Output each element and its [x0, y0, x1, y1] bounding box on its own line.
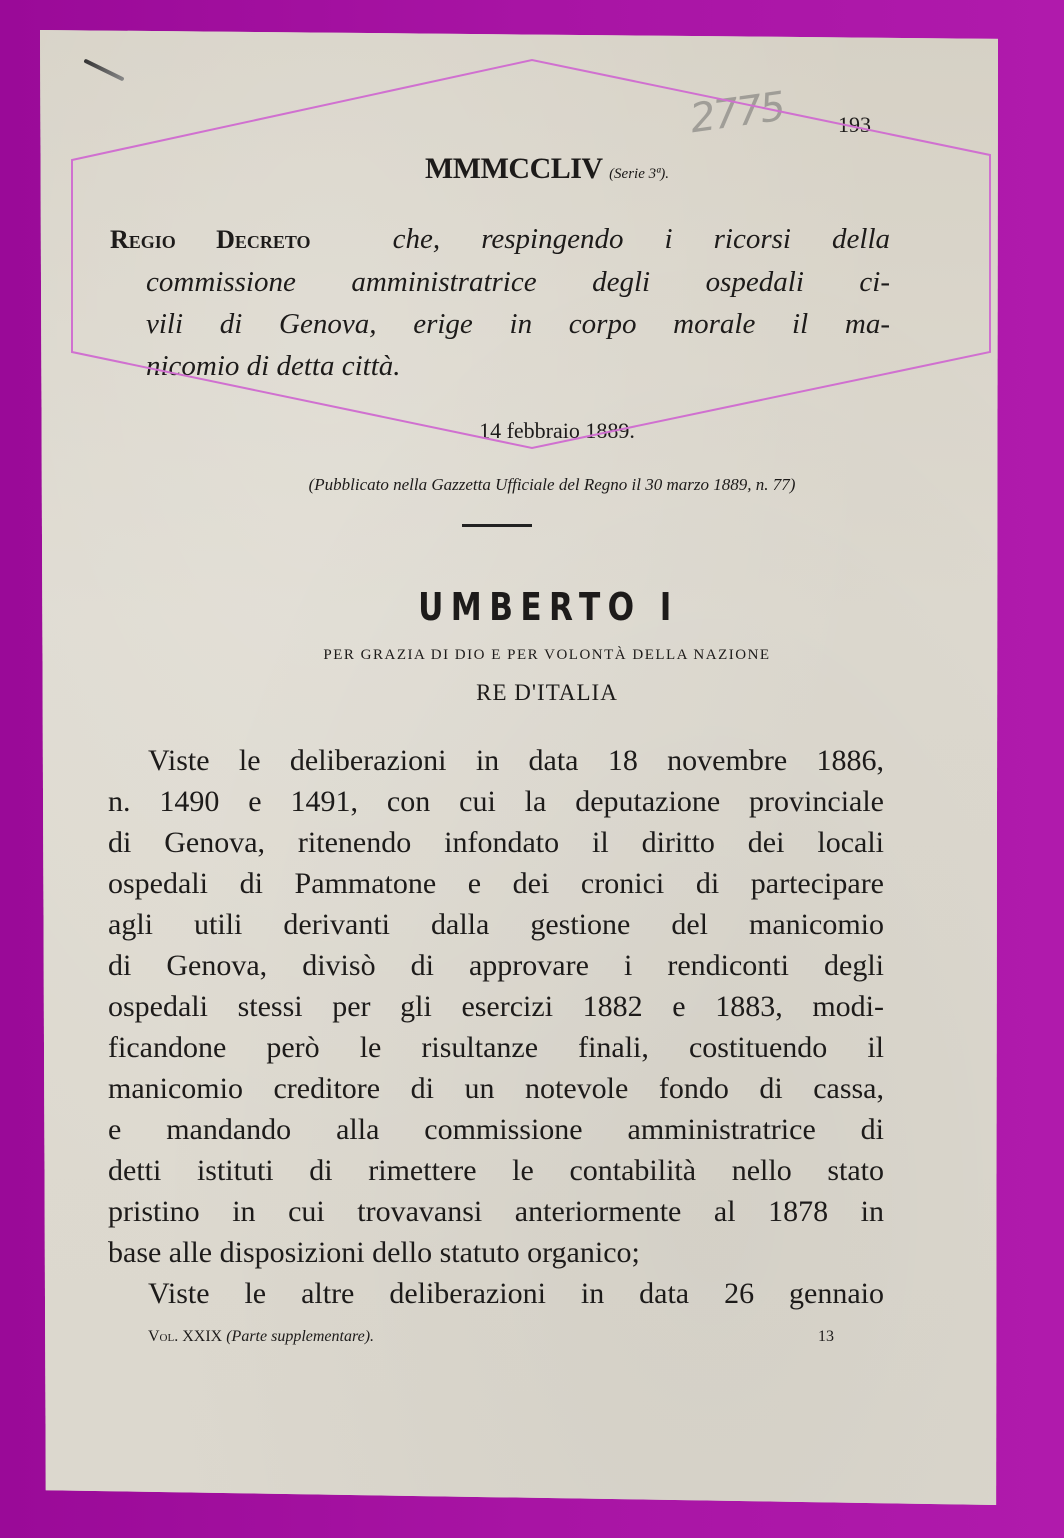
- body-line: Viste le altre deliberazioni in data 26 gennaio: [148, 1277, 884, 1310]
- title-line: Regio Decreto che, respingendo i ricorsi della: [110, 223, 891, 255]
- page-number: 193: [838, 112, 871, 137]
- decree-roman-number: MMMCCLIV: [424, 152, 603, 185]
- body-line: di Genova, ritenendo infondato il diritto dei locali: [108, 826, 884, 859]
- footer-part: (Parte supplementare).: [226, 1328, 375, 1345]
- decree-series: (Serie 3ª).: [609, 166, 670, 182]
- decree-date: 14 febbraio 1889.: [479, 418, 635, 443]
- decree-title: [110, 218, 890, 387]
- footer-volume: Vol. XXIX: [148, 1328, 223, 1345]
- sovereign-grace: PER GRAZIA DI DIO E PER VOLONTÀ DELLA NAZIONE: [323, 647, 771, 663]
- decree-body: [108, 740, 884, 1314]
- sovereign-title: RE D'ITALIA: [476, 680, 618, 705]
- publication-note: (Pubblicato nella Gazzetta Ufficiale del Regno il 30 marzo 1889, n. 77): [308, 475, 796, 494]
- body-line: manicomio creditore di un notevole fondo di cassa,: [108, 1072, 884, 1105]
- body-line: ospedali di Pammatone e dei cronici di partecipare: [108, 867, 884, 900]
- body-line: pristino in cui trovavansi anteriormente al 1878 in: [108, 1195, 884, 1228]
- title-smallcaps: Regio Decreto: [110, 225, 311, 254]
- title-line: nicomio di detta città.: [146, 350, 401, 382]
- page-footer: [148, 1328, 848, 1346]
- decree-number: [0, 152, 1064, 186]
- body-line: n. 1490 e 1491, con cui la deputazione provinciale: [108, 785, 884, 818]
- body-line: detti istituti di rimettere le contabilità nello stato: [108, 1154, 884, 1187]
- body-line: agli utili derivanti dalla gestione del manicomio: [108, 908, 884, 941]
- body-line: ospedali stessi per gli esercizi 1882 e 1883, modi-: [108, 990, 884, 1023]
- body-line: di Genova, divisò di approvare i rendiconti degli: [108, 949, 884, 982]
- body-line: e mandando alla commissione amministratrice di: [108, 1113, 884, 1146]
- section-divider: [462, 524, 532, 527]
- title-line: vili di Genova, erige in corpo morale il ma-: [146, 308, 890, 340]
- body-line: ficandone però le risultanze finali, costituendo il: [108, 1031, 884, 1064]
- body-line: Viste le deliberazioni in data 18 novembre 1886,: [148, 744, 884, 777]
- footer-signature: 13: [818, 1328, 834, 1345]
- body-line: base alle disposizioni dello statuto organico;: [108, 1236, 640, 1269]
- sovereign-name: UMBERTO I: [418, 585, 679, 629]
- pencil-annotation: 2775: [687, 83, 787, 143]
- title-line: commissione amministratrice degli ospedali ci-: [146, 266, 890, 298]
